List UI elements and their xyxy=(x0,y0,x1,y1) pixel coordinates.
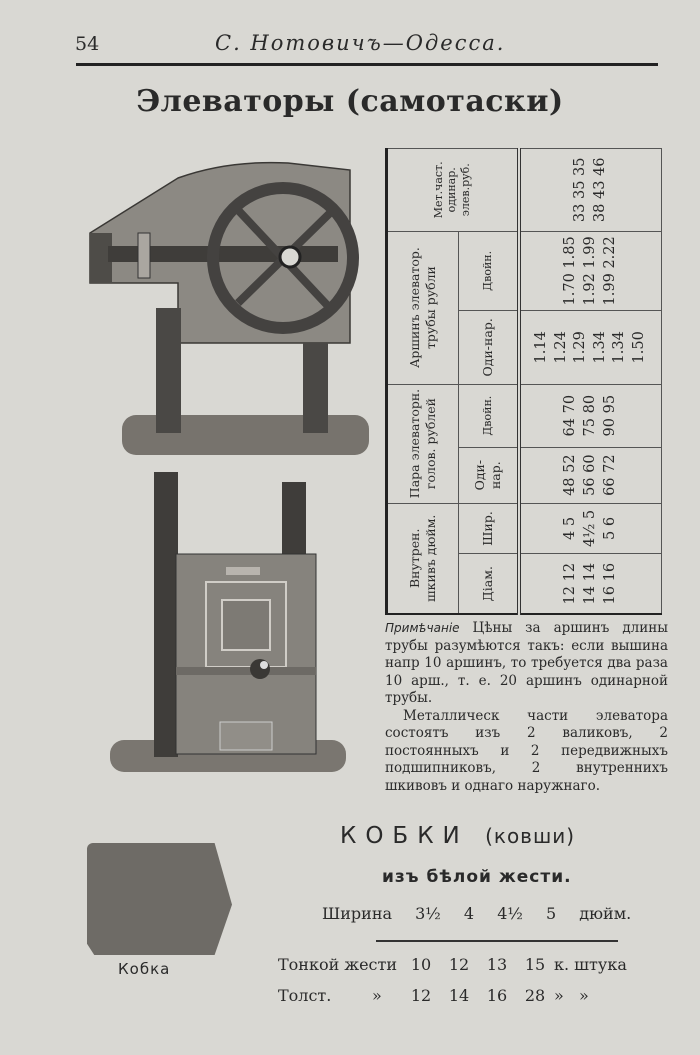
col-pipe-single: 1.14 1.24 1.29 1.34 1.34 1.50 xyxy=(519,311,662,384)
elevator-price-table xyxy=(385,148,662,615)
note-paragraph-1 xyxy=(385,620,668,708)
price-value: 12 xyxy=(448,955,470,974)
note-label: Примѣчаніе xyxy=(385,621,460,635)
page-number: 54 xyxy=(75,33,100,55)
row-unit: к. штука xyxy=(554,955,627,974)
width-unit: дюйм. xyxy=(579,904,632,923)
col-diam: 12 12 14 14 16 16 xyxy=(519,554,662,614)
row-unit: » » xyxy=(554,986,589,1005)
subheader-width: Шир. xyxy=(459,503,519,554)
price-value: 15 xyxy=(524,955,546,974)
width-label: Ширина xyxy=(322,904,393,923)
price-value: 13 xyxy=(486,955,508,974)
bucket-caption: Кобка xyxy=(118,960,171,978)
note-paragraph-2: Металлическ части элеватора состоятъ изъ 2 валиковъ, 2 постоянныхъ и 2 передвижныхъ подшипниковъ, 2 внутреннихъ шкивовъ и однаго наружнаго. xyxy=(385,707,668,794)
price-value: 16 xyxy=(486,986,508,1005)
ditto-mark: » xyxy=(372,986,382,1005)
price-value: 14 xyxy=(448,986,470,1005)
width-value: 3½ xyxy=(415,904,441,923)
subheader-heads-double: Двойн. xyxy=(459,384,519,447)
width-value: 5 xyxy=(545,904,557,923)
elevator-boot-icon xyxy=(148,472,318,757)
subheader-heads-single: Оди-нар. xyxy=(459,447,519,503)
bucket-illustration xyxy=(87,843,232,955)
col-width: 4 5 4½ 5 5 6 xyxy=(519,503,662,554)
bucket-price-row-thick xyxy=(278,986,649,1005)
buckets-title-main: КОБКИ xyxy=(340,823,469,849)
subheader-pipe-single: Оди-нар. xyxy=(459,311,519,384)
group-header-heads: Пара элеваторн. голов. рублей xyxy=(387,384,459,503)
col-metal-parts: 33 35 35 38 43 46 xyxy=(519,149,662,232)
price-value: 28 xyxy=(524,986,546,1005)
price-table xyxy=(385,148,662,615)
group-header-metal: Мет.част. одинар. элев.руб. xyxy=(387,149,519,232)
col-heads-double: 64 70 75 80 90 95 xyxy=(519,384,662,447)
bucket-price-row-thin xyxy=(278,955,649,974)
col-heads-single: 48 52 56 60 66 72 xyxy=(519,447,662,503)
buckets-title-paren: (ковши) xyxy=(485,824,576,848)
buckets-rule xyxy=(376,940,618,942)
col-pipe-double: 1.70 1.85 1.92 1.99 1.99 2.22 xyxy=(519,231,662,311)
width-value: 4½ xyxy=(497,904,523,923)
header-rule xyxy=(76,63,658,66)
group-header-pipe: Аршинъ элеватор. трубы рубли xyxy=(387,231,459,384)
buckets-subtitle: изъ бѣлой жести. xyxy=(382,867,572,887)
group-header-pulley: Внутрен. шкивъ дюйм. xyxy=(387,503,459,614)
row-label: Тонкой жести xyxy=(278,955,398,974)
table-note xyxy=(385,620,668,795)
price-value: 12 xyxy=(410,986,432,1005)
page-title: Элеваторы (самотаски) xyxy=(136,84,564,119)
bucket-widths-row xyxy=(322,904,645,923)
subheader-diam: Діам. xyxy=(459,554,519,614)
row-label: Толст. xyxy=(278,986,332,1005)
width-value: 4 xyxy=(463,904,475,923)
price-value: 10 xyxy=(410,955,432,974)
subheader-pipe-double: Двойн. xyxy=(459,231,519,311)
buckets-title xyxy=(340,823,575,849)
running-title: С. Нотовичъ—Одесса. xyxy=(215,31,506,55)
elevator-head-icon xyxy=(88,158,363,433)
note-text-1: Цѣны за аршинъ длины трубы разумѣются такъ: если вышина напр 10 аршинъ, то требуется два раза 10 арш., т. е. 20 аршинъ одинарной трубы. xyxy=(385,620,668,707)
